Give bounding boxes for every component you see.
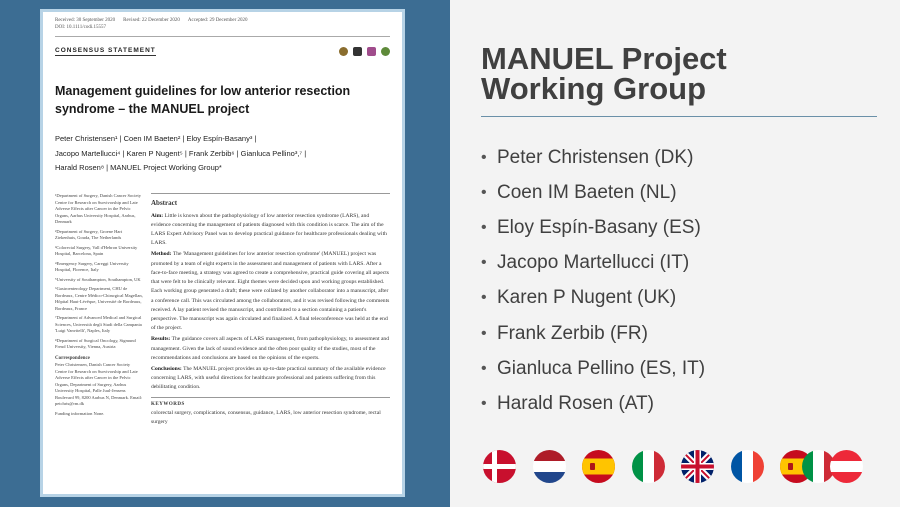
affiliations (55, 193, 143, 427)
conclusions-label: Conclusions: (151, 366, 182, 373)
member-item (481, 281, 705, 316)
bullet-icon: • (481, 183, 487, 201)
netherlands-flag-icon (533, 450, 566, 483)
bullet-icon: • (481, 254, 487, 272)
affiliation: ⁷Department of Advanced Medical and Surgical Sciences, Università degli Studi della Campania 'Luigi Vanvitelli', Naples, Italy (55, 315, 142, 334)
journal-logo-icon (353, 47, 362, 56)
authors-line: Harald Rosen⁸ | MANUEL Project Working Group* (55, 162, 222, 172)
authors-line: Jacopo Martellucci⁴ | Karen P Nugent⁵ | Frank Zerbib⁶ | Gianluca Pellino³,⁷ | (55, 148, 307, 158)
member-name: Coen IM Baeten (NL) (497, 181, 677, 203)
abstract-results (151, 335, 390, 363)
method-label: Method: (151, 251, 172, 258)
uk-flag-icon (681, 450, 714, 483)
authors-line: Peter Christensen¹ | Coen IM Baeten² | Eloy Espín-Basany³ | (55, 134, 257, 144)
conclusions-text: The MANUEL project provides an up-to-date practical summary of the available evidence concerning LARS, with useful directions for healthcare professional and patients suffering from this debilitating condition. (151, 366, 386, 391)
member-item (481, 175, 705, 210)
keywords-text: colorectal surgery, complications, consensus, guidance, LARS, low anterior resection syndrome, rectal surgery (151, 409, 381, 426)
member-name: Harald Rosen (AT) (497, 392, 654, 414)
member-name: Eloy Espín-Basany (ES) (497, 216, 701, 238)
abstract-method (151, 250, 390, 333)
bullet-icon: • (481, 218, 487, 236)
method-text: The 'Management guidelines for low anterior resection syndrome' (MANUEL) project was promoted by a team of eight experts in the assessment and management of patients with LARS. After a face-to-face meeting, a strategy was agreed to create a comprehensive, practical guide covering all aspects that were felt to be clinically relevant. Eight themes were decided upon and working groups established. Each working group generated a draft; these were collated by another collaborator into a manuscript, after a conference call. This was circulated among the collaborators, and it was revised following the comments received. A lay patient revised the manuscript, and contributed to a section containing a patient's perspective. The manuscript was again circulated and finalized. A final teleconference was held at the end of the project. (151, 251, 390, 332)
abstract-title: Abstract (151, 193, 390, 210)
member-item (481, 386, 705, 421)
bullet-icon: • (481, 359, 487, 377)
affiliation: ²Department of Surgery, Groene Hart Ziekenhuis, Gouda, The Netherlands (55, 228, 123, 241)
heading-divider (481, 116, 877, 117)
member-name: Gianluca Pellino (ES, IT) (497, 357, 706, 379)
member-name: Frank Zerbib (FR) (497, 322, 648, 344)
spain-flag-icon (582, 450, 615, 483)
member-name: Karen P Nugent (UK) (497, 287, 677, 309)
member-name: Jacopo Martellucci (IT) (497, 252, 690, 274)
results-label: Results: (151, 336, 171, 343)
affiliation: ³Colorectal Surgery, Vall d'Hebron University Hospital, Barcelona, Spain (55, 244, 138, 257)
affiliation: ⁴Emergency Surgery, Careggi University Hospital, Florence, Italy (55, 260, 129, 273)
bullet-icon: • (481, 289, 487, 307)
abstract (151, 193, 390, 427)
results-text: The guidance covers all aspects of LARS management, from pathophysiology, to assessment and management. Given the lack of sound evidence and the often poor quality of the studies, most of the recommendations and conclusions are based on the opinions of the experts. (151, 336, 390, 361)
revised-date: Revised: 22 December 2020 (123, 18, 180, 23)
section-label: CONSENSUS STATEMENT (55, 47, 156, 54)
keywords-section (151, 397, 390, 428)
paper-title: Management guidelines for low anterior resection syndrome – the MANUEL project (55, 84, 351, 117)
affiliation: ¹Department of Surgery, Danish Cancer Society Centre for Research on Survivorship and Late Adverse Effects after Cancer in the Pelvic Organs, Aarhus University Hospital, Aarhus, Denmark (55, 193, 141, 225)
right-panel (450, 0, 900, 507)
member-item (481, 246, 705, 281)
spain-italy-flag-icon (780, 450, 835, 483)
paper-dates (55, 18, 390, 23)
bullet-icon: • (481, 324, 487, 342)
bullet-icon: • (481, 394, 487, 412)
society-logo-icon (367, 47, 376, 56)
france-flag-icon (731, 450, 764, 483)
member-item (481, 210, 705, 245)
member-name: Peter Christensen (DK) (497, 146, 694, 168)
affiliation: ⁸Department of Surgical Oncology, Sigmund Freud University, Vienna, Austria (55, 337, 136, 350)
accepted-date: Accepted: 29 December 2020 (187, 18, 248, 23)
flag-row (483, 450, 863, 483)
member-list (481, 140, 705, 422)
paper-thumbnail (40, 9, 405, 497)
aim-text: Little is known about the pathophysiology of low anterior resection syndrome (LARS), and evidence concerning the management of patients diagnosed with this condition is scarce. The aim of the LARS Expert Advisory Panel was to develop practical guidance for healthcare professionals dealing with LARS. (151, 212, 387, 247)
heading-line: MANUEL Project (481, 41, 727, 76)
correspondence: Peter Christensen, Danish Cancer Society Centre for Research on Survivorship and Late Adverse Effects after Cancer in the Pelvic Organs, Department of Surgery, Aarhus University Hospital, Palle Juul-Jensens Boulevard 99, 8200 Aarhus N, Denmark. Email: petchris@rm.dk (55, 362, 143, 407)
aim-label: Aim: (151, 212, 164, 219)
funding: Funding information None. (55, 410, 105, 416)
heading-line: Working Group (481, 71, 707, 106)
affiliation: ⁶Gastroenterology Department, CHU de Bordeaux, Centre Médico-Chirurgical Magellan, Hôpital Haut-Lévêque, Université de Bordeaux, Bordeaux, France (55, 286, 143, 311)
member-item (481, 316, 705, 351)
society-logo-icon (381, 47, 390, 56)
slide-heading (481, 41, 861, 106)
bullet-icon: • (481, 148, 487, 166)
journal-logos (339, 47, 390, 56)
keywords-title: KEYWORDS (151, 401, 185, 407)
italy-flag-icon (632, 450, 665, 483)
paper-doi: DOI: 10.1111/codi.15557 (55, 25, 390, 37)
member-item (481, 351, 705, 386)
society-logo-icon (339, 47, 348, 56)
received-date: Received: 30 September 2020 (55, 18, 116, 23)
abstract-aim (151, 212, 390, 249)
austria-flag-icon (830, 450, 863, 483)
affiliation: ⁵University of Southampton, Southampton, UK (55, 276, 141, 282)
paper-authors (55, 132, 390, 175)
denmark-flag-icon (483, 450, 516, 483)
abstract-conclusions (151, 365, 390, 393)
correspondence-title: Correspondence (55, 355, 90, 361)
member-item (481, 140, 705, 175)
